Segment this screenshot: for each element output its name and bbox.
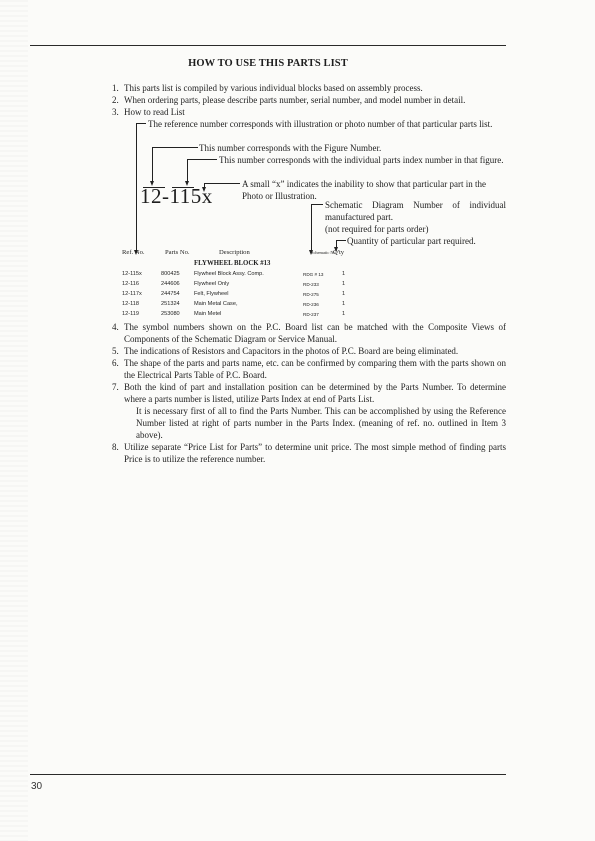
row-parts: 244754 bbox=[161, 291, 180, 297]
row-schem: RD-237 bbox=[303, 312, 319, 317]
item-6-number: 6. bbox=[112, 358, 119, 368]
x-note-text: A small “x” indicates the inability to show that particular part in the Photo or Illustration. bbox=[242, 179, 486, 202]
schematic-bracket-v bbox=[311, 204, 312, 251]
table-row bbox=[0, 271, 595, 280]
figure-note: This number corresponds with the Figure Number. bbox=[199, 143, 382, 153]
row-parts: 253080 bbox=[161, 311, 180, 317]
schematic-bracket-h bbox=[311, 204, 323, 205]
row-ref: 12-118 bbox=[122, 301, 140, 307]
row-schem: RD-233 bbox=[303, 282, 319, 287]
item-1-number: 1. bbox=[112, 83, 119, 93]
index-bracket-v bbox=[187, 159, 188, 182]
item-7-number: 7. bbox=[112, 382, 119, 392]
col-header-schematic: Schematic No. bbox=[311, 250, 337, 255]
item-7-subtext: It is necessary first of all to find the Parts Number. This can be accomplished by using the Reference Number listed at right of parts number in the Parts Index. (meaning of ref. no. outlined in Item 3 above). bbox=[136, 406, 506, 441]
item-4-number: 4. bbox=[112, 322, 119, 332]
block-title: FLYWHEEL BLOCK #13 bbox=[194, 260, 271, 267]
ref-bracket-h bbox=[136, 123, 146, 124]
page-title: HOW TO USE THIS PARTS LIST bbox=[188, 58, 348, 69]
bottom-rule bbox=[30, 774, 506, 775]
item-5-text: The indications of Resistors and Capacitors in the photos of P.C. Board are being eliminated. bbox=[124, 346, 459, 356]
top-rule bbox=[30, 45, 506, 46]
row-parts: 251324 bbox=[161, 301, 180, 307]
row-qty: 1 bbox=[342, 291, 346, 297]
col-header-desc: Description bbox=[219, 249, 250, 256]
col-header-parts: Parts No. bbox=[165, 249, 190, 256]
item-1-text: This parts list is compiled by various individual blocks based on assembly process. bbox=[124, 83, 423, 93]
page-edge-shadow bbox=[0, 0, 28, 841]
table-row bbox=[0, 291, 595, 300]
row-desc: Flywheel Block Assy. Comp. bbox=[194, 271, 264, 277]
index-note: This number corresponds with the individual parts index number in that figure. bbox=[219, 155, 504, 165]
row-qty: 1 bbox=[342, 301, 346, 307]
row-schem: RD-236 bbox=[303, 302, 319, 307]
row-schem: RD-275 bbox=[303, 292, 319, 297]
row-desc: Main Metal Case, bbox=[194, 301, 238, 307]
figure-bracket-h bbox=[152, 147, 198, 148]
ref-note: The reference number corresponds with illustration or photo number of that particular parts list. bbox=[148, 119, 493, 129]
item-8-text: Utilize separate “Price List for Parts” to determine unit price. The most simple method of finding parts Price is to utilize the reference number. bbox=[124, 442, 506, 465]
schematic-sub-note: (not required for parts order) bbox=[325, 224, 429, 234]
table-row bbox=[0, 281, 595, 290]
row-qty: 1 bbox=[342, 281, 346, 287]
row-ref: 12-119 bbox=[122, 311, 140, 317]
row-desc: Flywheel Only bbox=[194, 281, 230, 287]
table-row bbox=[0, 301, 595, 310]
item-3-number: 3. bbox=[112, 107, 119, 117]
col-header-ref: Ref. No. bbox=[122, 249, 145, 256]
table-row bbox=[0, 311, 595, 320]
item-2-number: 2. bbox=[112, 95, 119, 105]
schematic-note: Schematic Diagram Number of individual manufactured part. bbox=[325, 200, 506, 223]
row-ref: 12-116 bbox=[122, 281, 140, 287]
row-parts: 800425 bbox=[161, 271, 180, 277]
item-6-text: The shape of the parts and parts name, etc. can be confirmed by comparing them with the parts shown on the Electrical Parts Table of P.C. Board. bbox=[124, 358, 506, 381]
example-ref-number: 12-115x bbox=[140, 184, 213, 208]
qty-bracket-h bbox=[336, 240, 346, 241]
item-7-text: Both the kind of part and installation position can be determined by the Parts Number. To determine where a parts number is listed, utilize Parts Index at end of Parts List. bbox=[124, 382, 506, 405]
item-4-text: The symbol numbers shown on the P.C. Board list can be matched with the Composite Views of Components of the Schematic Diagram or Service Manual. bbox=[124, 322, 506, 345]
page-number: 30 bbox=[31, 781, 43, 792]
row-parts: 244606 bbox=[161, 281, 180, 287]
item-2-text: When ordering parts, please describe parts number, serial number, and model number in detail. bbox=[124, 95, 466, 105]
row-schem: RDG # 13 bbox=[303, 272, 324, 277]
index-bracket-h bbox=[187, 159, 217, 160]
figure-bracket-v bbox=[152, 147, 153, 182]
qty-note: Quantity of particular part required. bbox=[347, 236, 476, 246]
row-ref: 12-117x bbox=[122, 291, 142, 297]
row-desc: Main Metel bbox=[194, 311, 222, 317]
item-3-text: How to read List bbox=[124, 107, 185, 117]
row-desc: Felt, Flywheel bbox=[194, 291, 229, 297]
col-header-qty: Q'ty bbox=[333, 249, 345, 256]
row-ref: 12-115x bbox=[122, 271, 142, 277]
row-qty: 1 bbox=[342, 311, 346, 317]
item-8-number: 8. bbox=[112, 442, 119, 452]
item-5-number: 5. bbox=[112, 346, 119, 356]
ref-bracket-v bbox=[136, 123, 137, 251]
row-qty: 1 bbox=[342, 271, 346, 277]
